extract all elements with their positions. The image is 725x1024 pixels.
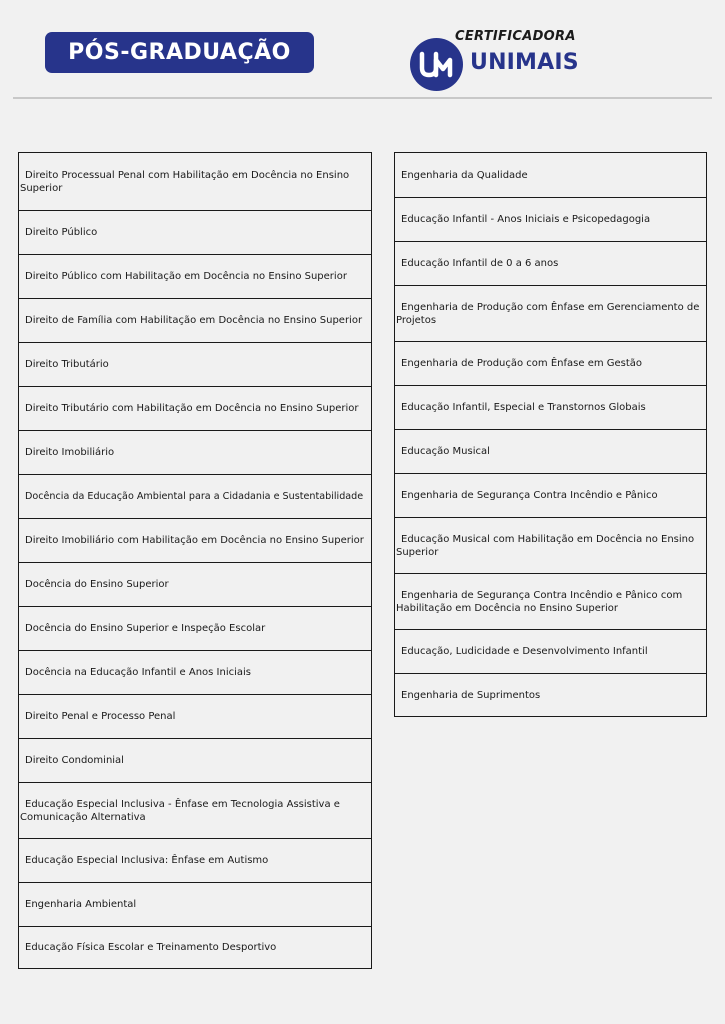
left-course-list bbox=[18, 152, 372, 969]
course-cell: Educação Infantil, Especial e Transtornos Globais bbox=[395, 385, 706, 429]
course-cell: Direito Imobiliário com Habilitação em Docência no Ensino Superior bbox=[19, 518, 371, 562]
course-cell: Engenharia de Suprimentos bbox=[395, 673, 706, 716]
course-cell: Direito Imobiliário bbox=[19, 430, 371, 474]
course-cell: Docência da Educação Ambiental para a Cidadania e Sustentabilidade bbox=[19, 474, 371, 518]
right-course-list bbox=[394, 152, 707, 717]
course-cell: Engenharia Ambiental bbox=[19, 882, 371, 926]
course-cell: Educação Infantil - Anos Iniciais e Psicopedagogia bbox=[395, 197, 706, 241]
course-cell: Direito Tributário bbox=[19, 342, 371, 386]
brand-name: UNIMAIS bbox=[470, 50, 579, 75]
course-cell: Direito de Família com Habilitação em Docência no Ensino Superior bbox=[19, 298, 371, 342]
course-cell: Engenharia de Segurança Contra Incêndio e Pânico bbox=[395, 473, 706, 517]
course-cell: Engenharia da Qualidade bbox=[401, 169, 528, 181]
course-cell: Direito Penal e Processo Penal bbox=[19, 694, 371, 738]
course-cell: Docência na Educação Infantil e Anos Iniciais bbox=[19, 650, 371, 694]
course-cell: Engenharia de Produção com Ênfase em Gestão bbox=[395, 341, 706, 385]
course-cell: Engenharia de Produção com Ênfase em Gerenciamento de Projetos bbox=[395, 285, 706, 341]
course-cell: Educação Musical bbox=[395, 429, 706, 473]
course-cell: Direito Tributário com Habilitação em Docência no Ensino Superior bbox=[19, 386, 371, 430]
header-divider bbox=[13, 97, 712, 99]
course-cell: Educação Musical com Habilitação em Docência no Ensino Superior bbox=[395, 517, 706, 573]
course-cell: Engenharia de Segurança Contra Incêndio e Pânico com Habilitação em Docência no Ensino Superior bbox=[395, 573, 706, 629]
course-cell: Direito Público bbox=[19, 210, 371, 254]
course-cell: Educação Especial Inclusiva - Ênfase em Tecnologia Assistiva e Comunicação Alternativa bbox=[19, 782, 371, 838]
brand-subtitle: CERTIFICADORA bbox=[455, 29, 576, 44]
course-cell: Educação Infantil de 0 a 6 anos bbox=[395, 241, 706, 285]
course-cell: Direito Processual Penal com Habilitação em Docência no Ensino Superior bbox=[20, 169, 350, 194]
course-cell: Educação Física Escolar e Treinamento Desportivo bbox=[19, 926, 371, 968]
course-cell: Direito Público com Habilitação em Docência no Ensino Superior bbox=[19, 254, 371, 298]
course-cell: Docência do Ensino Superior e Inspeção Escolar bbox=[19, 606, 371, 650]
course-cell: Educação Especial Inclusiva: Ênfase em Autismo bbox=[19, 838, 371, 882]
course-cell: Direito Condominial bbox=[19, 738, 371, 782]
um-monogram-icon bbox=[410, 38, 463, 91]
page-title: PÓS-GRADUAÇÃO bbox=[45, 32, 314, 73]
course-cell: Docência do Ensino Superior bbox=[19, 562, 371, 606]
course-cell: Educação, Ludicidade e Desenvolvimento Infantil bbox=[395, 629, 706, 673]
